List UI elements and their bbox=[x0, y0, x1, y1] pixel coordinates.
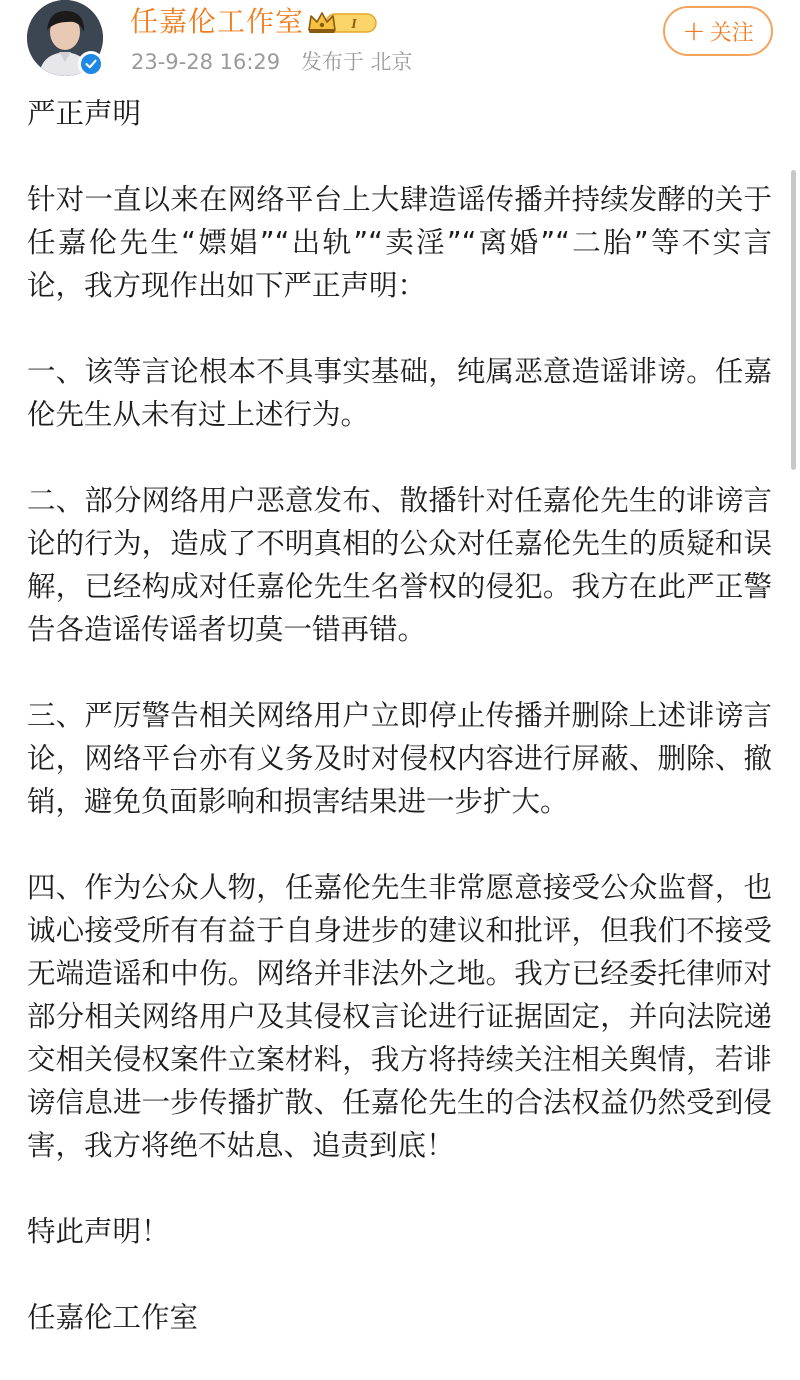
statement-point-1: 一、该等言论根本不具事实基础，纯属恶意造谣诽谤。任嘉伦先生从未有过上述行为。 bbox=[27, 355, 772, 431]
post-header bbox=[0, 0, 800, 90]
verified-check-icon bbox=[78, 51, 104, 77]
crown-vip-icon[interactable] bbox=[306, 10, 378, 36]
statement-point-3: 三、严厉警告相关网络用户立即停止传播并删除上述诽谤言论，网络平台亦有义务及时对侵权内容进行屏蔽、删除、撤销，避免负面影响和损害结果进一步扩大。 bbox=[27, 699, 772, 818]
follow-label: 关注 bbox=[709, 20, 754, 46]
plus-icon: + bbox=[682, 14, 706, 47]
post-meta bbox=[131, 47, 413, 77]
post-timestamp: 23-9-28 16:29 bbox=[131, 50, 281, 74]
statement-title: 严正声明 bbox=[27, 97, 142, 130]
follow-button[interactable] bbox=[663, 6, 773, 56]
scrollbar[interactable] bbox=[791, 170, 796, 470]
vip-level: I bbox=[351, 17, 357, 32]
author-name[interactable]: 任嘉伦工作室 bbox=[130, 5, 305, 38]
statement-signature: 任嘉伦工作室 bbox=[27, 1301, 199, 1334]
statement-point-2: 二、部分网络用户恶意发布、散播针对任嘉伦先生的诽谤言论的行为，造成了不明真相的公众对任嘉伦先生的质疑和误解，已经构成对任嘉伦先生名誉权的侵犯。我方在此严正警告各造谣传谣者切莫一错再错。 bbox=[27, 484, 772, 646]
statement-closing: 特此声明！ bbox=[27, 1215, 170, 1248]
post-location: 发布于 北京 bbox=[300, 50, 413, 74]
statement-intro: 针对一直以来在网络平台上大肆造谣传播并持续发酵的关于任嘉伦先生“嫖娼”“出轨”“卖淫”“离婚”“二胎”等不实言论，我方现作出如下严正声明： bbox=[27, 183, 772, 302]
statement-point-4: 四、作为公众人物，任嘉伦先生非常愿意接受公众监督，也诚心接受所有有益于自身进步的建议和批评，但我们不接受无端造谣和中伤。网络并非法外之地。我方已经委托律师对部分相关网络用户及其侵权言论进行证据固定，并向法院递交相关侵权案件立案材料，我方将持续关注相关舆情，若诽谤信息进一步传播扩散、任嘉伦先生的合法权益仍然受到侵害，我方将绝不姑息、追责到底！ bbox=[27, 871, 772, 1162]
post-body bbox=[27, 92, 772, 1339]
